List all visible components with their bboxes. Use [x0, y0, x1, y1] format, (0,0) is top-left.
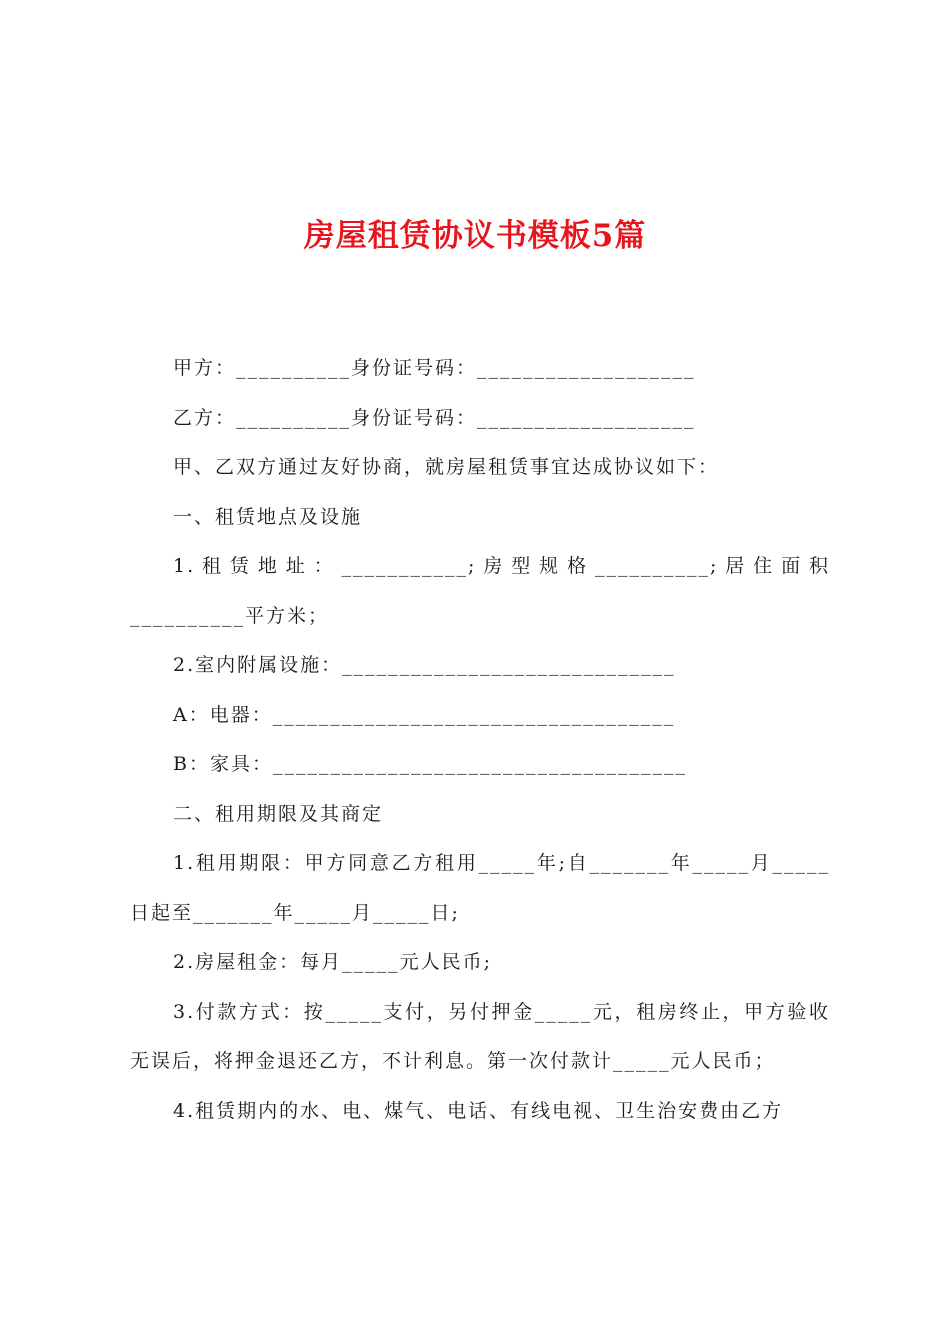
- section-heading-location: 一、租赁地点及设施: [173, 505, 363, 528]
- clause-rent: 2.房屋租金：每月_____元人民币;: [173, 951, 493, 973]
- clause-address: 1.租赁地址：___________;房型规格__________;居住面积__________平方米；: [130, 555, 830, 627]
- party-b-line: 乙方：__________身份证号码：___________________: [173, 406, 696, 429]
- party-a-line: 甲方：__________身份证号码：___________________: [173, 357, 696, 379]
- clause-term: 1.租用期限：甲方同意乙方租用_____年;自_______年_____月_____日起至_______年_____月_____日;: [130, 852, 830, 924]
- document-body: [130, 344, 830, 1136]
- clause-appliances: A：电器：___________________________________: [173, 703, 676, 726]
- clause-utilities: 4.租赁期内的水、电、煤气、电话、有线电视、卫生治安费由乙方: [173, 1099, 784, 1122]
- document-title: 房屋租赁协议书模板5篇: [303, 218, 647, 254]
- intro-paragraph: 甲、乙双方通过友好协商，就房屋租赁事宜达成协议如下：: [173, 456, 720, 478]
- clause-facilities: 2.室内附属设施：_____________________________: [173, 654, 676, 676]
- clause-payment: 3.付款方式：按_____支付，另付押金_____元，租房终止，甲方验收无误后，将押金退还乙方，不计利息。第一次付款计_____元人民币；: [130, 1000, 830, 1072]
- clause-furniture: B：家具：____________________________________: [173, 753, 687, 775]
- section-heading-term: 二、租用期限及其商定: [173, 802, 384, 825]
